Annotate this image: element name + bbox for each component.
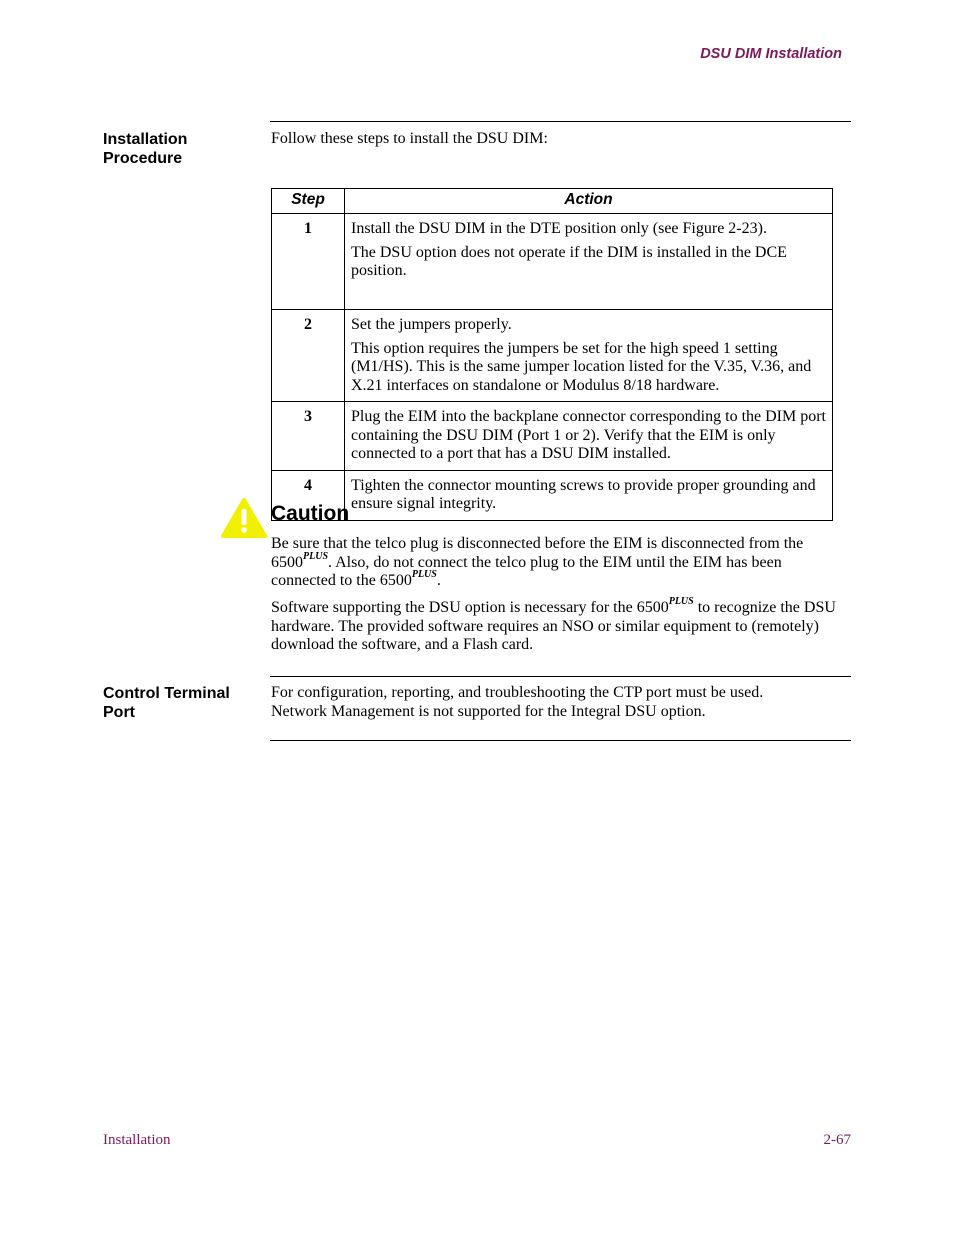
column-header-action: Action (345, 189, 833, 214)
table-header-row (272, 189, 833, 214)
step-action (345, 402, 833, 471)
step-action (345, 470, 833, 520)
running-header: DSU DIM Installation (700, 46, 842, 62)
heading-line: Procedure (103, 150, 183, 167)
heading-line: Control Terminal (103, 685, 230, 702)
text-line: Network Management is not supported for the Integral DSU option. (271, 702, 706, 720)
action-paragraph: The DSU option does not operate if the DIM is installed in the DCE position. (351, 243, 787, 279)
step-action (345, 214, 833, 310)
heading-line: Port (103, 704, 135, 721)
step-number: 2 (272, 310, 345, 402)
caution-text: . Also, do not connect the telco plug to the EIM until the EIM has been connected to the 6500 (271, 553, 782, 589)
table-row (272, 214, 833, 310)
caution-text: Be sure that the telco plug is disconnected before the EIM is disconnected from the 6500 (271, 535, 804, 571)
control-terminal-text (271, 684, 846, 721)
caution-text: Software supporting the DSU option is necessary for the 6500 (271, 599, 669, 616)
caution-paragraph-1 (271, 535, 846, 591)
step-number: 3 (272, 402, 345, 471)
column-header-step: Step (272, 189, 345, 214)
installation-intro: Follow these steps to install the DSU DIM: (271, 130, 548, 147)
text-line: For configuration, reporting, and troubleshooting the CTP port must be used. (271, 684, 764, 701)
caution-title: Caution (271, 502, 350, 525)
action-paragraph: Tighten the connector mounting screws to provide proper grounding and ensure signal integrity. (351, 476, 816, 512)
step-action (345, 310, 833, 402)
plus-superscript: PLUS (303, 550, 328, 562)
section-rule-bottom (270, 740, 851, 741)
caution-text: . (436, 572, 441, 589)
step-number: 1 (272, 214, 345, 310)
section-rule-middle (270, 676, 851, 677)
action-paragraph: Set the jumpers properly. (351, 316, 512, 333)
section-heading-installation (103, 130, 263, 168)
caution-text: to recognize the DSU hardware. The provided software requires an NSO or similar equipment to (remotely) download the software, and a Flash card. (271, 599, 836, 653)
footer-chapter: Installation (103, 1132, 171, 1148)
plus-superscript: PLUS (411, 569, 437, 580)
step-number: 4 (272, 470, 345, 520)
caution-paragraph-2 (271, 596, 846, 655)
footer-page-number: 2-67 (823, 1132, 851, 1148)
table-row (272, 310, 833, 402)
steps-table (271, 188, 833, 521)
action-paragraph: Plug the EIM into the backplane connector corresponding to the DIM port containing the DSU DIM (Port 1 or 2). Verify that the EIM is only connected to a port that has a DSU DIM installed. (351, 408, 826, 462)
heading-line: Installation (103, 131, 188, 148)
action-paragraph: Install the DSU DIM in the DTE position only (see Figure 2-23). (351, 220, 767, 237)
action-paragraph: This option requires the jumpers be set for the high speed 1 setting (M1/HS). This is the same jumper location listed for the V.35, V.36, and X.21 interfaces on standalone or Modulus 8/18 hardware. (351, 339, 812, 394)
section-heading-control-terminal (103, 684, 263, 722)
section-rule-top (270, 121, 851, 122)
table-row (272, 402, 833, 471)
table-row (272, 470, 833, 520)
plus-superscript: PLUS (668, 596, 694, 607)
warning-triangle-icon (221, 497, 267, 539)
